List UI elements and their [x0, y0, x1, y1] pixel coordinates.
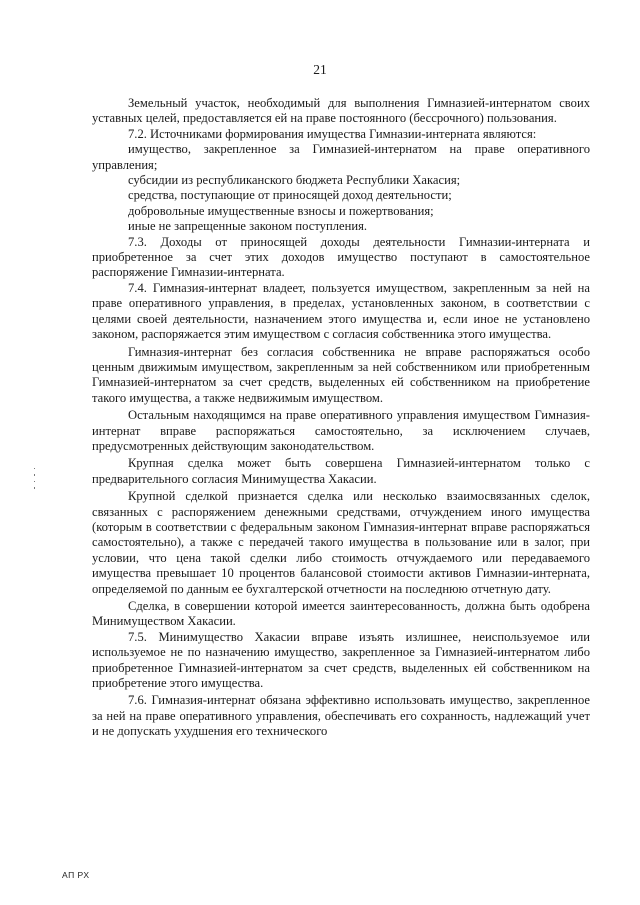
- paragraph-7-5: 7.5. Минимущество Хакасии вправе изъять излишнее, неиспользуемое или используемое не по назначению имущество, закрепленное за Гимназией-интернатом либо приобретенное Гимназией-интернатом за счет средств, выделенных ей собственником на приобретение этого имущества.: [92, 629, 590, 691]
- paragraph-remaining-property: Остальным находящимся на праве оперативного управления имуществом Гимназия-интернат вправе распоряжаться самостоятельно, за исключением случаев, предусмотренных действующим законодательством.: [92, 408, 590, 453]
- paragraph-7-4: 7.4. Гимназия-интернат владеет, пользуется имуществом, закрепленным за ней на праве оперативного управления, в пределах, установленных законом, в соответствии с целями своей деятельности, назначением этого имущества и, если иное не установлено законом, распоряжается этим имуществом с согласия собственника этого имущества.: [92, 280, 590, 342]
- list-item-property: имущество, закрепленное за Гимназией-интернатом на праве оперативного управления;: [92, 142, 590, 172]
- list-item-subsidies: субсидии из республиканского бюджета Республики Хакасия;: [128, 173, 461, 188]
- paragraph-7-3: 7.3. Доходы от приносящей доходы деятельности Гимназии-интерната и приобретенное за счет этих доходов имущество поступают в самостоятельное распоряжение Гимназии-интерната.: [92, 234, 590, 280]
- list-item-other: иные не запрещенные законом поступления.: [128, 219, 368, 234]
- list-item-income: средства, поступающие от приносящей доход деятельности;: [128, 188, 452, 203]
- paragraph-interested-deal: Сделка, в совершении которой имеется заинтересованность, должна быть одобрена Минимуществом Хакасии.: [92, 599, 590, 629]
- document-body: [92, 96, 590, 740]
- page-number: 21: [313, 62, 327, 77]
- paragraph-7-6: 7.6. Гимназия-интернат обязана эффективно использовать имущество, закрепленное за ней на праве оперативного управления, обеспечивать его сохранность, надлежащий учет и не допускать ухудшения его технического: [92, 693, 590, 739]
- paragraph-land-plot: Земельный участок, необходимый для выполнения Гимназией-интернатом своих уставных целей, предоставляется ей на праве постоянного (бессрочного) пользования.: [92, 96, 590, 126]
- paragraph-major-deal: Крупная сделка может быть совершена Гимназией-интернатом только с предварительного согласия Минимущества Хакасии.: [92, 456, 590, 486]
- margin-scan-marks: [34, 468, 37, 498]
- list-item-donations: добровольные имущественные взносы и пожертвования;: [128, 203, 434, 218]
- paragraph-7-2: 7.2. Источниками формирования имущества Гимназии-интерната являются:: [128, 126, 537, 141]
- paragraph-consent: Гимназия-интернат без согласия собственника не вправе распоряжаться особо ценным движимым имуществом, закрепленным за ней собственником или приобретенным Гимназией-интернатом за счет средств, выделенных ей собственником на приобретение такого имущества, а также недвижимым имуществом.: [92, 344, 590, 405]
- footer-stamp: АП РХ: [62, 870, 90, 880]
- paragraph-major-deal-definition: Крупной сделкой признается сделка или несколько взаимосвязанных сделок, связанных с распоряжением денежными средствами, отчуждением иного имущества (которым в соответствии с федеральным законом Гимназия-интернат вправе распоряжаться самостоятельно), а также с передачей такого имущества в пользование или в залог, при условии, что цена такой сделки либо стоимость отчуждаемого или передаваемого имущества превышает 10 процентов балансовой стоимости активов Гимназии-интерната, определяемой по данным ее бухгалтерской отчетности на последнюю отчетную дату.: [92, 489, 590, 596]
